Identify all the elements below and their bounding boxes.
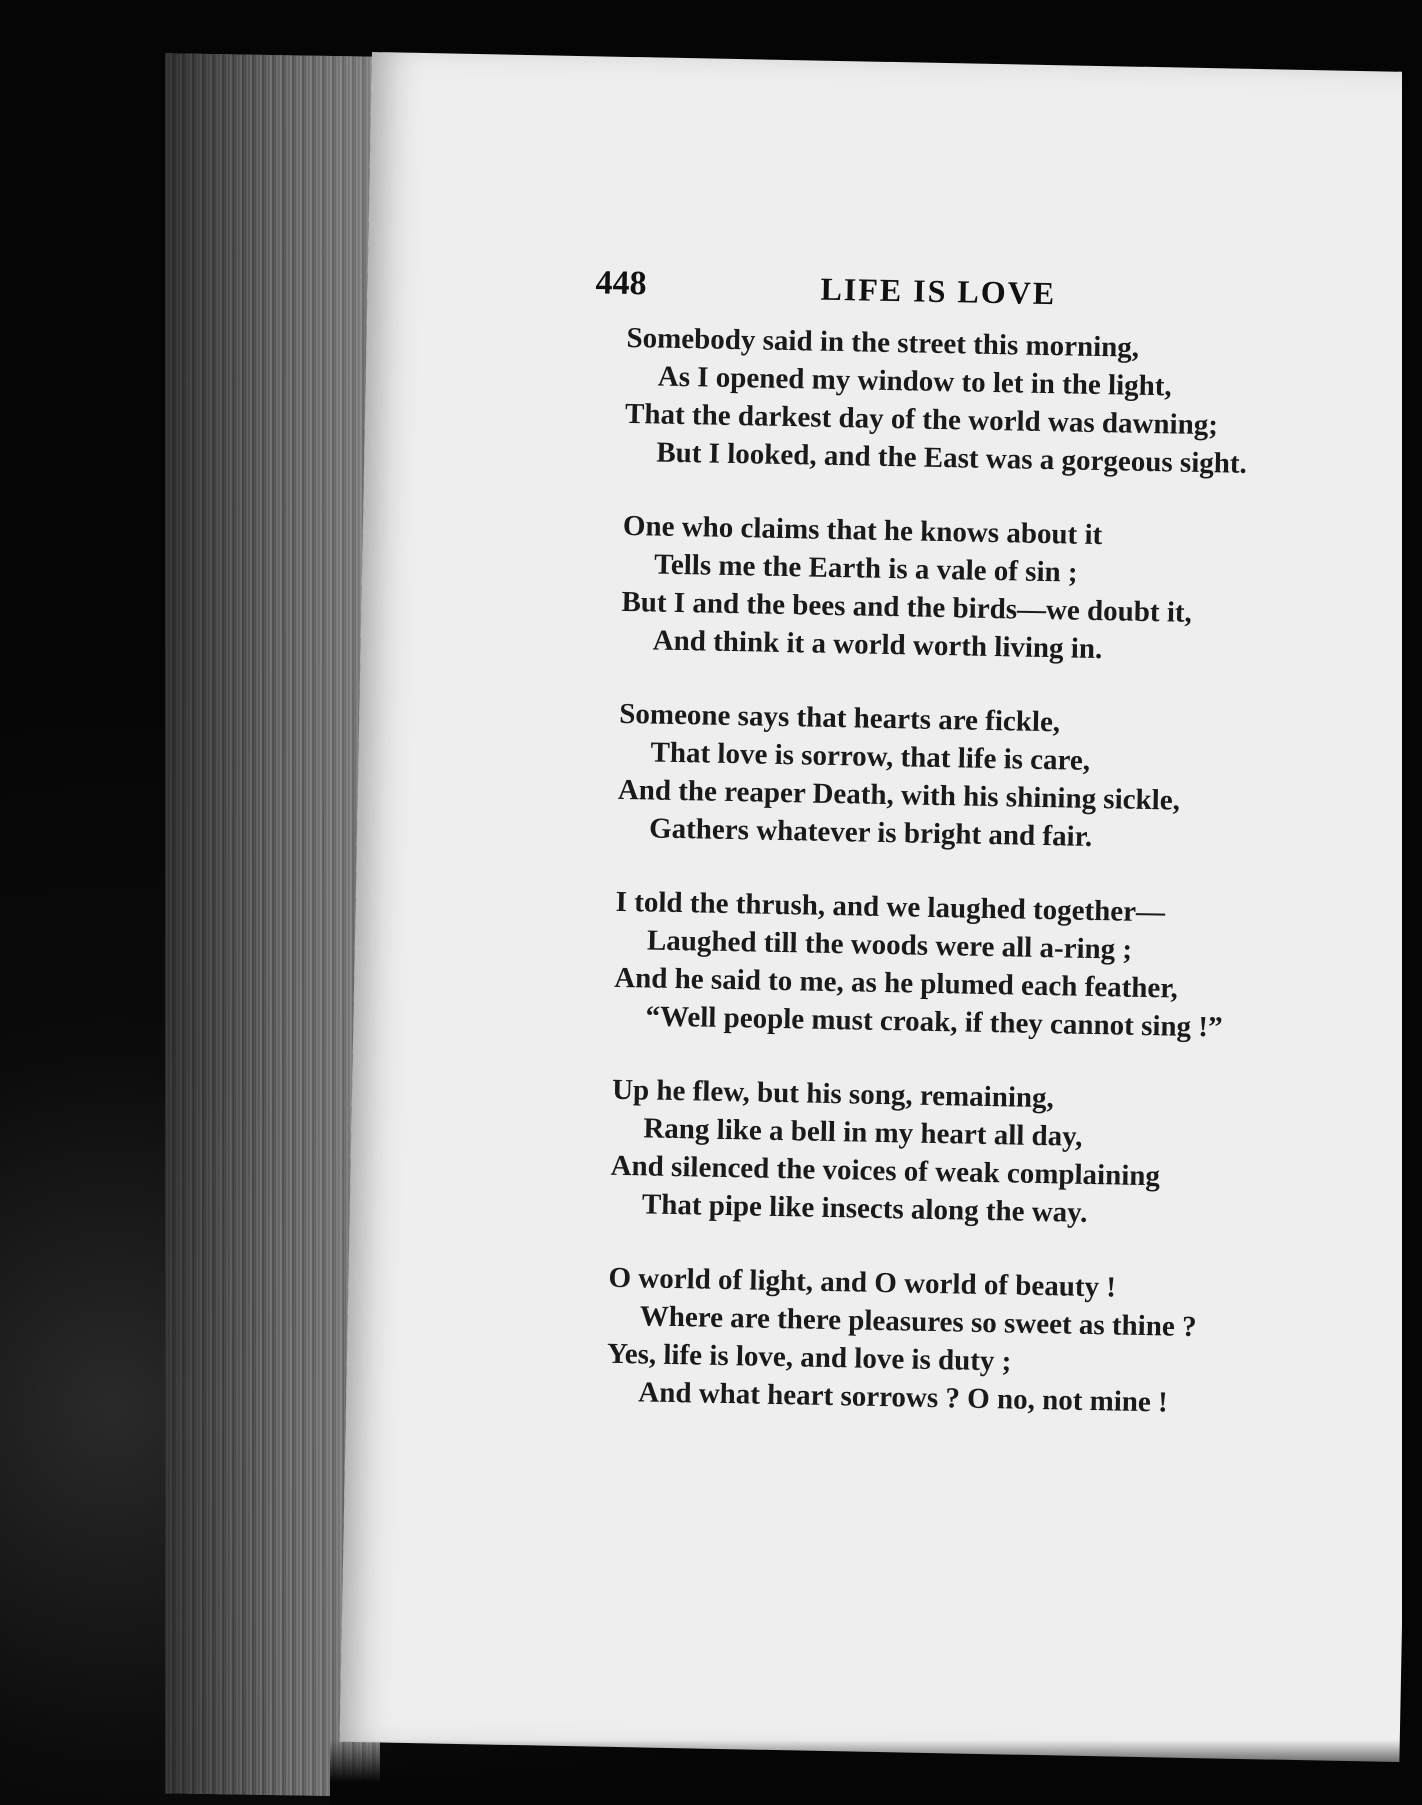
poem-line: One who claims that he knows about it — [622, 509, 1103, 552]
poem-line: I told the thrush, and we laughed together— — [615, 885, 1166, 929]
scan-right-shadow — [1402, 0, 1422, 1805]
book-page — [340, 52, 1422, 1762]
poem-line: Yes, life is love, and love is duty ; — [606, 1337, 1012, 1378]
running-title: LIFE IS LOVE — [820, 270, 1057, 312]
poem-line: As I opened my window to let in the light, — [657, 360, 1173, 403]
poem-line: Tells me the Earth is a vale of sin ; — [653, 548, 1078, 589]
stanza — [617, 695, 1380, 862]
poem-line: Someone says that hearts are fickle, — [619, 697, 1061, 739]
poem-line: Gathers whatever is bright and fair. — [648, 812, 1093, 853]
poem-line: And he said to me, as he plumed each feather, — [613, 961, 1179, 1005]
poem-line: Up he flew, but his song, remaining, — [611, 1073, 1055, 1115]
poem-line: And silenced the voices of weak complaining — [610, 1149, 1161, 1193]
page-number: 448 — [595, 264, 647, 303]
stanza — [624, 319, 1387, 486]
scan-bottom-shadow — [330, 1740, 1422, 1805]
page-header — [595, 264, 1316, 328]
poem-line: That love is sorrow, that life is care, — [650, 736, 1091, 777]
stanza — [606, 1259, 1369, 1426]
poem-line: And what heart sorrows ? O no, not mine ! — [638, 1376, 1169, 1419]
poem-line: But I and the bees and the birds—we doubt it, — [621, 585, 1193, 629]
poem-line: But I looked, and the East was a gorgeous sight. — [656, 436, 1248, 480]
poem — [605, 319, 1387, 1461]
poem-line: Where are there pleasures so sweet as thine ? — [639, 1300, 1197, 1344]
poem-line: Somebody said in the street this morning, — [626, 321, 1140, 364]
poem-line: And think it a world worth living in. — [652, 624, 1103, 666]
poem-line: That the darkest day of the world was dawning; — [624, 397, 1219, 442]
stanza — [620, 507, 1383, 674]
poem-line: And the reaper Death, with his shining sickle, — [617, 773, 1181, 817]
poem-line: O world of light, and O world of beauty ! — [608, 1261, 1117, 1304]
poem-line: That pipe like insects along the way. — [641, 1188, 1088, 1229]
poem-line: “Well people must croak, if they cannot sing !” — [645, 1000, 1223, 1044]
stanza — [610, 1071, 1373, 1238]
stanza — [613, 883, 1376, 1050]
poem-line: Rang like a bell in my heart all day, — [643, 1112, 1083, 1153]
poem-line: Laughed till the woods were all a-ring ; — [646, 924, 1133, 966]
